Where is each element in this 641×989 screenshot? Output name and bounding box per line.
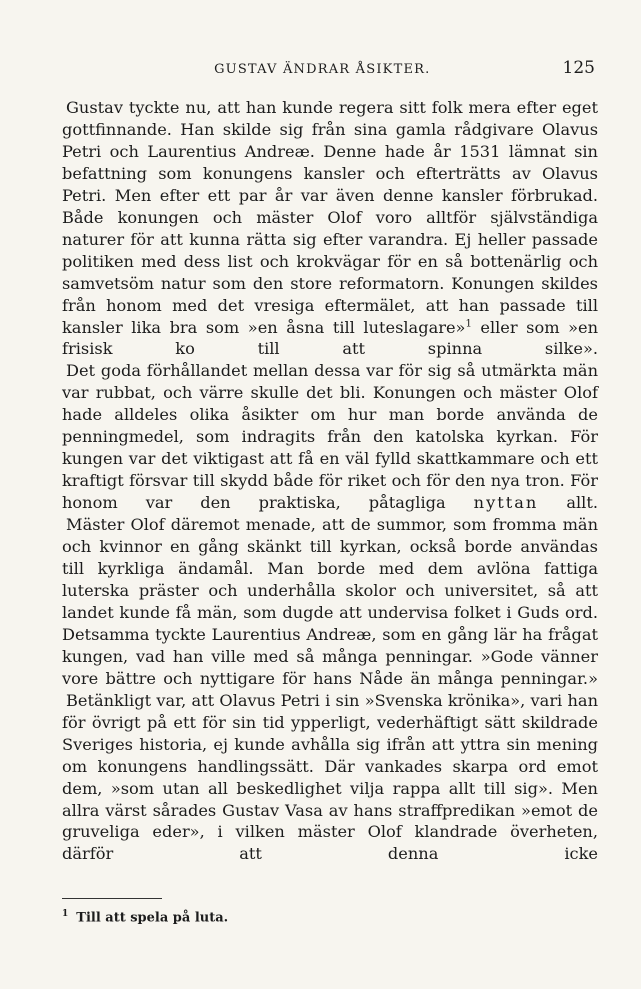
page-number: 125: [562, 58, 595, 78]
paragraph-3: Mäster Olof däremot menade, att de summor, som fromma män och kvinnor en gång skänkt till kyrkan, också borde användas till kyrkliga ändamål. Man borde med dem avlöna fattiga luterska präster och underhålla skolor och universitet, så att landet kunde få män, som dugde att undervisa folket i Guds ord. Detsamma tyckte Laurentius Andreæ, som en gång lär ha frågat kungen, vad han ville med så många penningar. »Gode vänner vore bättre och nyttigare för hans Nåde än många penningar.»: [62, 515, 598, 688]
paragraph-4: Betänkligt var, att Olavus Petri i sin »Svenska krönika», vari han för övrigt på ett för sin tid ypperligt, vederhäftigt sätt skildrade Sveriges historia, ej kunde avhålla sig ifrån att yttra sin mening om konungens handlingssätt. Där vankades skarpa ord emot dem, »som utan all beskedlighet vilja rappa allt till sig». Men allra värst sårades Gustav Vasa av hans straffpredikan »emot de gruveliga eder», i vilken mäster Olof klandrade överheten, därför att denna icke: [62, 690, 598, 864]
body-text: [62, 97, 598, 865]
footnote-reference: 1: [465, 318, 472, 330]
paragraph-1-text-a: Gustav tyckte nu, att han kunde regera sitt folk mera efter eget gottfinnande. Han skilde sig från sina gamla rådgivare Olavus Petri och Laurentius Andreæ. Denne hade år 1531 lämnat sin befattning som konungens kansler och efterträtts av Olavus Petri. Men efter ett par år var även denne kansler förbrukad. Både konungen och mäster Olof voro alltför självständiga naturer för att kunna rätta sig efter varandra. Ej heller passade politiken med dess list och krokvägar för en så bottenärlig och samvetsöm natur som den store reformatorn. Konungen skildes från honom med det vresiga eftermälet, att han passade till kansler lika bra som »en åsna till luteslagare»: [62, 98, 598, 337]
footnote-mark: 1: [62, 909, 69, 919]
page-header: [62, 58, 595, 80]
paragraph-1-text-b: eller som »en frisisk ko till att spinna silke».: [62, 317, 598, 359]
spaced-emphasis: nyttan: [473, 493, 539, 513]
footnote-text: Till att spela på luta.: [76, 910, 229, 926]
paragraph-1: [62, 97, 598, 360]
footnote-divider: [62, 898, 162, 899]
running-head: GUSTAV ÄNDRAR ÅSIKTER.: [214, 62, 431, 77]
paragraph-2: [62, 360, 598, 514]
footnote: [62, 909, 598, 925]
paragraph-2-text-a: Det goda förhållandet mellan dessa var för sig så utmärkta män var rubbat, och värre skulle det bli. Konungen och mäster Olof hade alldeles olika åsikter om hur man borde använda de penningmedel, som indragits från den katolska kyrkan. För kungen var det viktigast att få en väl fylld skattkammare och ett kraftigt försvar till skydd både för riket och för den nya tron. För honom var den praktiska, påtagliga: [62, 361, 598, 513]
paragraph-2-text-b: allt.: [538, 493, 599, 513]
